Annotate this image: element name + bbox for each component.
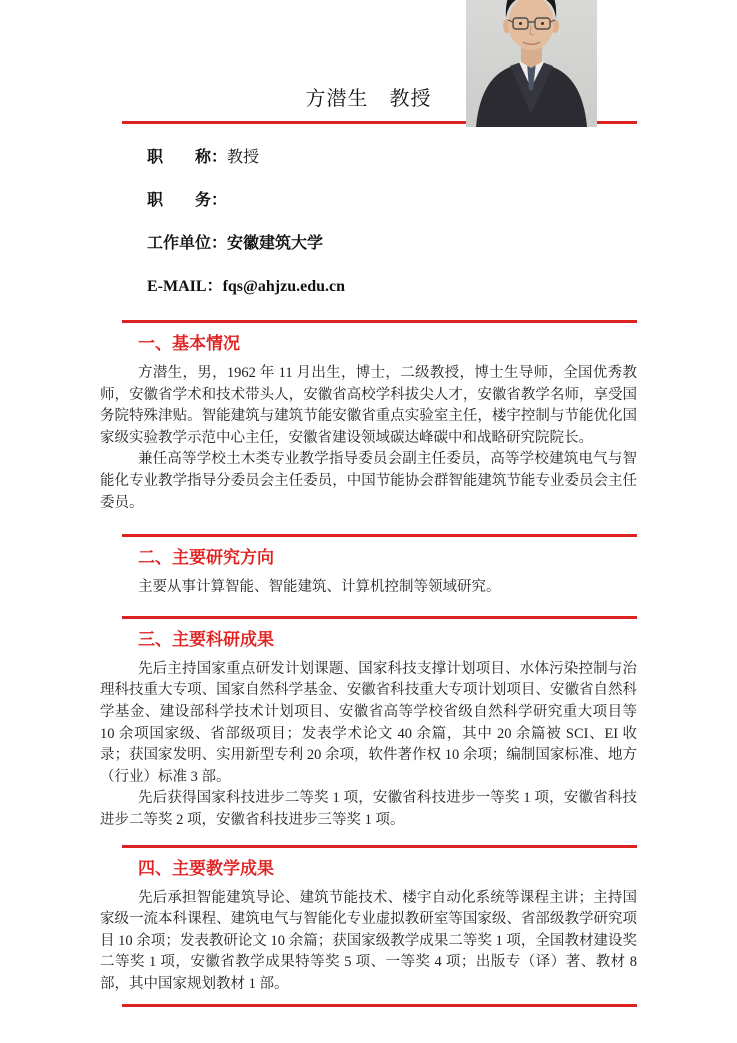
section-basic-info — [100, 320, 637, 514]
field-title-label: 职 称： — [147, 149, 228, 166]
bottom-divider — [122, 1004, 637, 1007]
section-divider — [122, 320, 637, 323]
profile-fields — [147, 148, 637, 297]
paragraph: 先后获得国家科技进步二等奖 1 项，安徽省科技进步一等奖 1 项，安徽省科技进步二等奖 2 项，安徽省科技进步三等奖 1 项。 — [100, 790, 637, 828]
paragraph: 先后主持国家重点研发计划课题、国家科技支撑计划项目、水体污染控制与治理科技重大专项、国家自然科学基金、安徽省科技重大专项计划项目、安徽省自然科学基金、建设部科学技术计划项目、安徽省高等学校省级自然科学研究重大项目等 10 余项国家级、省部级项目；发表学术论文 40 余篇，其中 20 余篇被 SCI、EI 收录；获国家发明、实用新型专利 20 余项，软件著作权 10 余项；编制国家标准、地方（行业）标准 3 部。 — [100, 660, 637, 785]
paragraph: 主要从事计算智能、智能建筑、计算机控制等领域研究。 — [138, 579, 501, 596]
field-email — [147, 277, 637, 297]
field-position-label: 职 务： — [147, 192, 228, 209]
field-workunit-label: 工作单位： — [147, 235, 228, 252]
portrait-photo — [466, 0, 597, 127]
page-title: 方潜生 教授 — [305, 88, 432, 110]
profile-block — [100, 148, 637, 297]
field-title — [147, 148, 637, 168]
section-research-achievements — [100, 616, 637, 832]
paragraph: 兼任高等学校土木类专业教学指导委员会副主任委员，高等学校建筑电气与智能化专业教学指导分委员会主任委员，中国节能协会群智能建筑节能专业委员会主任委员。 — [100, 451, 637, 511]
section-teaching-achievements — [100, 845, 637, 996]
paragraph: 先后承担智能建筑导论、建筑节能技术、楼宇自动化系统等课程主讲；主持国家级一流本科课程、建筑电气与智能化专业虚拟教研室等国家级、省部级教学研究项目 10 余项；发表教研论文 10 余篇；获国家级教学成果二等奖 1 项，全国教材建设奖二等奖 1 项，安徽省教学成果特等奖 5 项、一等奖 4 项；出版专（译）著、教材 8 部，其中国家规划教材 1 部。 — [100, 889, 637, 992]
field-workunit-value: 安徽建筑大学 — [227, 235, 324, 252]
portrait-photo-illustration — [466, 0, 597, 127]
section-divider — [122, 845, 637, 848]
section-heading-teaching-achievements: 四、主要教学成果 — [138, 858, 274, 878]
section-heading-basic-info: 一、基本情况 — [138, 334, 240, 353]
section-divider — [122, 616, 637, 619]
field-title-value: 教授 — [227, 149, 260, 166]
section-heading-research-achievements: 三、主要科研成果 — [138, 629, 274, 649]
field-email-value: fqs@ahjzu.edu.cn — [222, 278, 346, 295]
field-workunit — [147, 234, 637, 254]
field-position — [147, 191, 637, 211]
section-divider — [122, 534, 637, 537]
section-research-directions — [100, 534, 637, 599]
section-heading-research-directions: 二、主要研究方向 — [138, 548, 274, 568]
field-email-label: E-MAIL： — [147, 278, 223, 295]
paragraph: 方潜生，男，1962 年 11 月出生，博士，二级教授，博士生导师，全国优秀教师，安徽省学术和技术带头人，安徽省高校学科拔尖人才，安徽省教学名师，享受国务院特殊津贴。智能建筑与建筑节能安徽省重点实验室主任，楼宇控制与节能优化国家级实验教学示范中心主任，安徽省建设领域碳达峰碳中和战略研究院院长。 — [100, 365, 637, 446]
